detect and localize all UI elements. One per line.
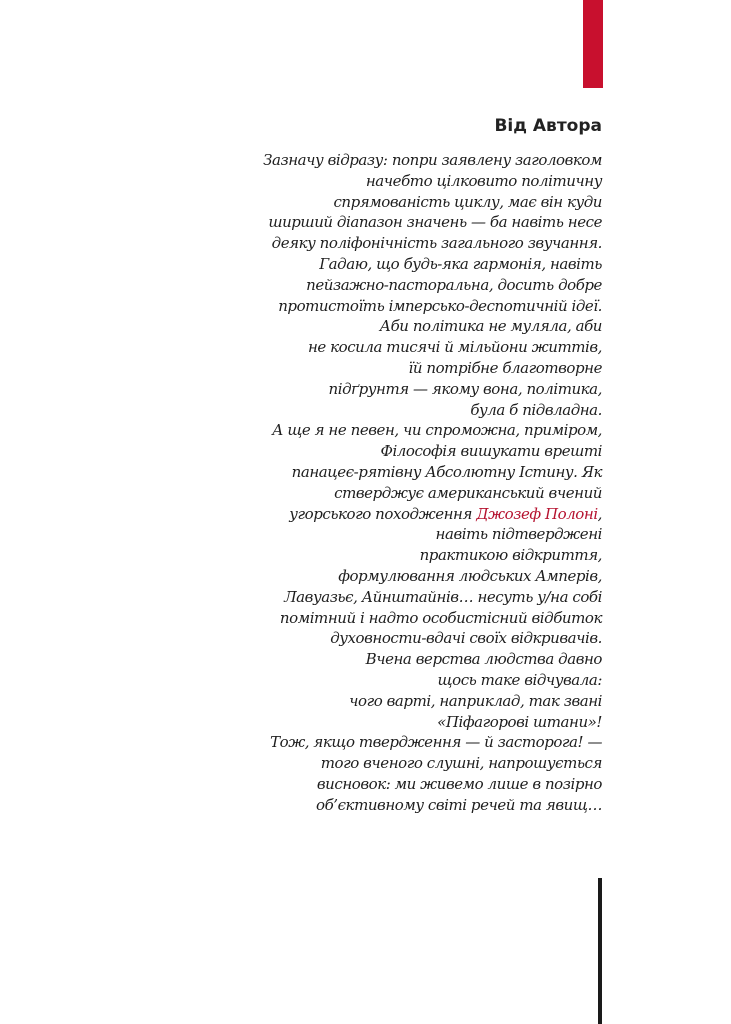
- text-line: практикою відкриття,: [419, 546, 602, 565]
- text-line: панацеє-рятівну Абсолютну Істину. Як: [291, 462, 602, 481]
- bottom-vertical-rule: [598, 878, 602, 1024]
- text-line: того вченого слушні, напрошується: [320, 754, 602, 773]
- author-foreword-text: [222, 150, 602, 816]
- text-line-with-name: [222, 504, 602, 525]
- highlighted-name: Джозеф Полоні: [476, 504, 598, 523]
- text-line: стверджує американський вчений: [334, 483, 602, 502]
- text-line: Вчена верства людства давно: [365, 650, 602, 669]
- text-line: висновок: ми живемо лише в позірно: [316, 774, 602, 793]
- red-accent-bar: [583, 0, 603, 88]
- name-line-suffix: ,: [597, 504, 602, 523]
- text-line: Аби політика не муляла, аби: [379, 317, 602, 336]
- text-line: Зазначу відразу: попри заявлену заголовком: [263, 151, 602, 169]
- text-line: А ще я не певен, чи спроможна, приміром,: [272, 421, 602, 440]
- page-heading: Від Автора: [494, 116, 602, 136]
- text-line: підґрунтя — якому вона, політика,: [328, 379, 602, 398]
- text-line: їй потрібне благотворне: [408, 358, 602, 377]
- text-line: духовности-вдачі своїх відкривачів.: [330, 629, 602, 648]
- name-line-prefix: угорського походження: [289, 504, 477, 523]
- text-line: «Піфагорові штани»!: [437, 712, 602, 731]
- text-line: навіть підтверджені: [435, 525, 602, 544]
- text-line: помітний і надто особистісний відбиток: [279, 608, 602, 627]
- text-line: була б підвладна.: [470, 400, 602, 419]
- text-line: Лавуазьє, Айнштайнів… несуть у/на собі: [284, 587, 602, 606]
- text-line: пейзажно-пасторальна, досить добре: [306, 275, 602, 294]
- text-line: Філософія вишукати врешті: [380, 442, 602, 461]
- text-line: деяку поліфонічність загального звучання.: [271, 234, 602, 253]
- text-line: ширший діапазон значень — ба навіть несе: [268, 213, 602, 232]
- text-line: не косила тисячі й мільйони життів,: [307, 338, 602, 357]
- text-line: спрямованість циклу, має він куди: [333, 192, 602, 211]
- text-line: начебто цілковито політичну: [365, 171, 602, 190]
- text-line: чого варті, наприклад, так звані: [349, 691, 602, 710]
- text-line: об’єктивному світі речей та явищ…: [316, 795, 602, 814]
- text-line: протистоїть імперсько-деспотичній ідеї.: [278, 296, 602, 315]
- text-line: формулювання людських Амперів,: [338, 566, 602, 585]
- text-line: Гадаю, що будь-яка гармонія, навіть: [319, 254, 602, 273]
- text-line: Тож, якщо твердження — й засторога! —: [270, 733, 602, 752]
- text-line: щось таке відчувала:: [437, 670, 602, 689]
